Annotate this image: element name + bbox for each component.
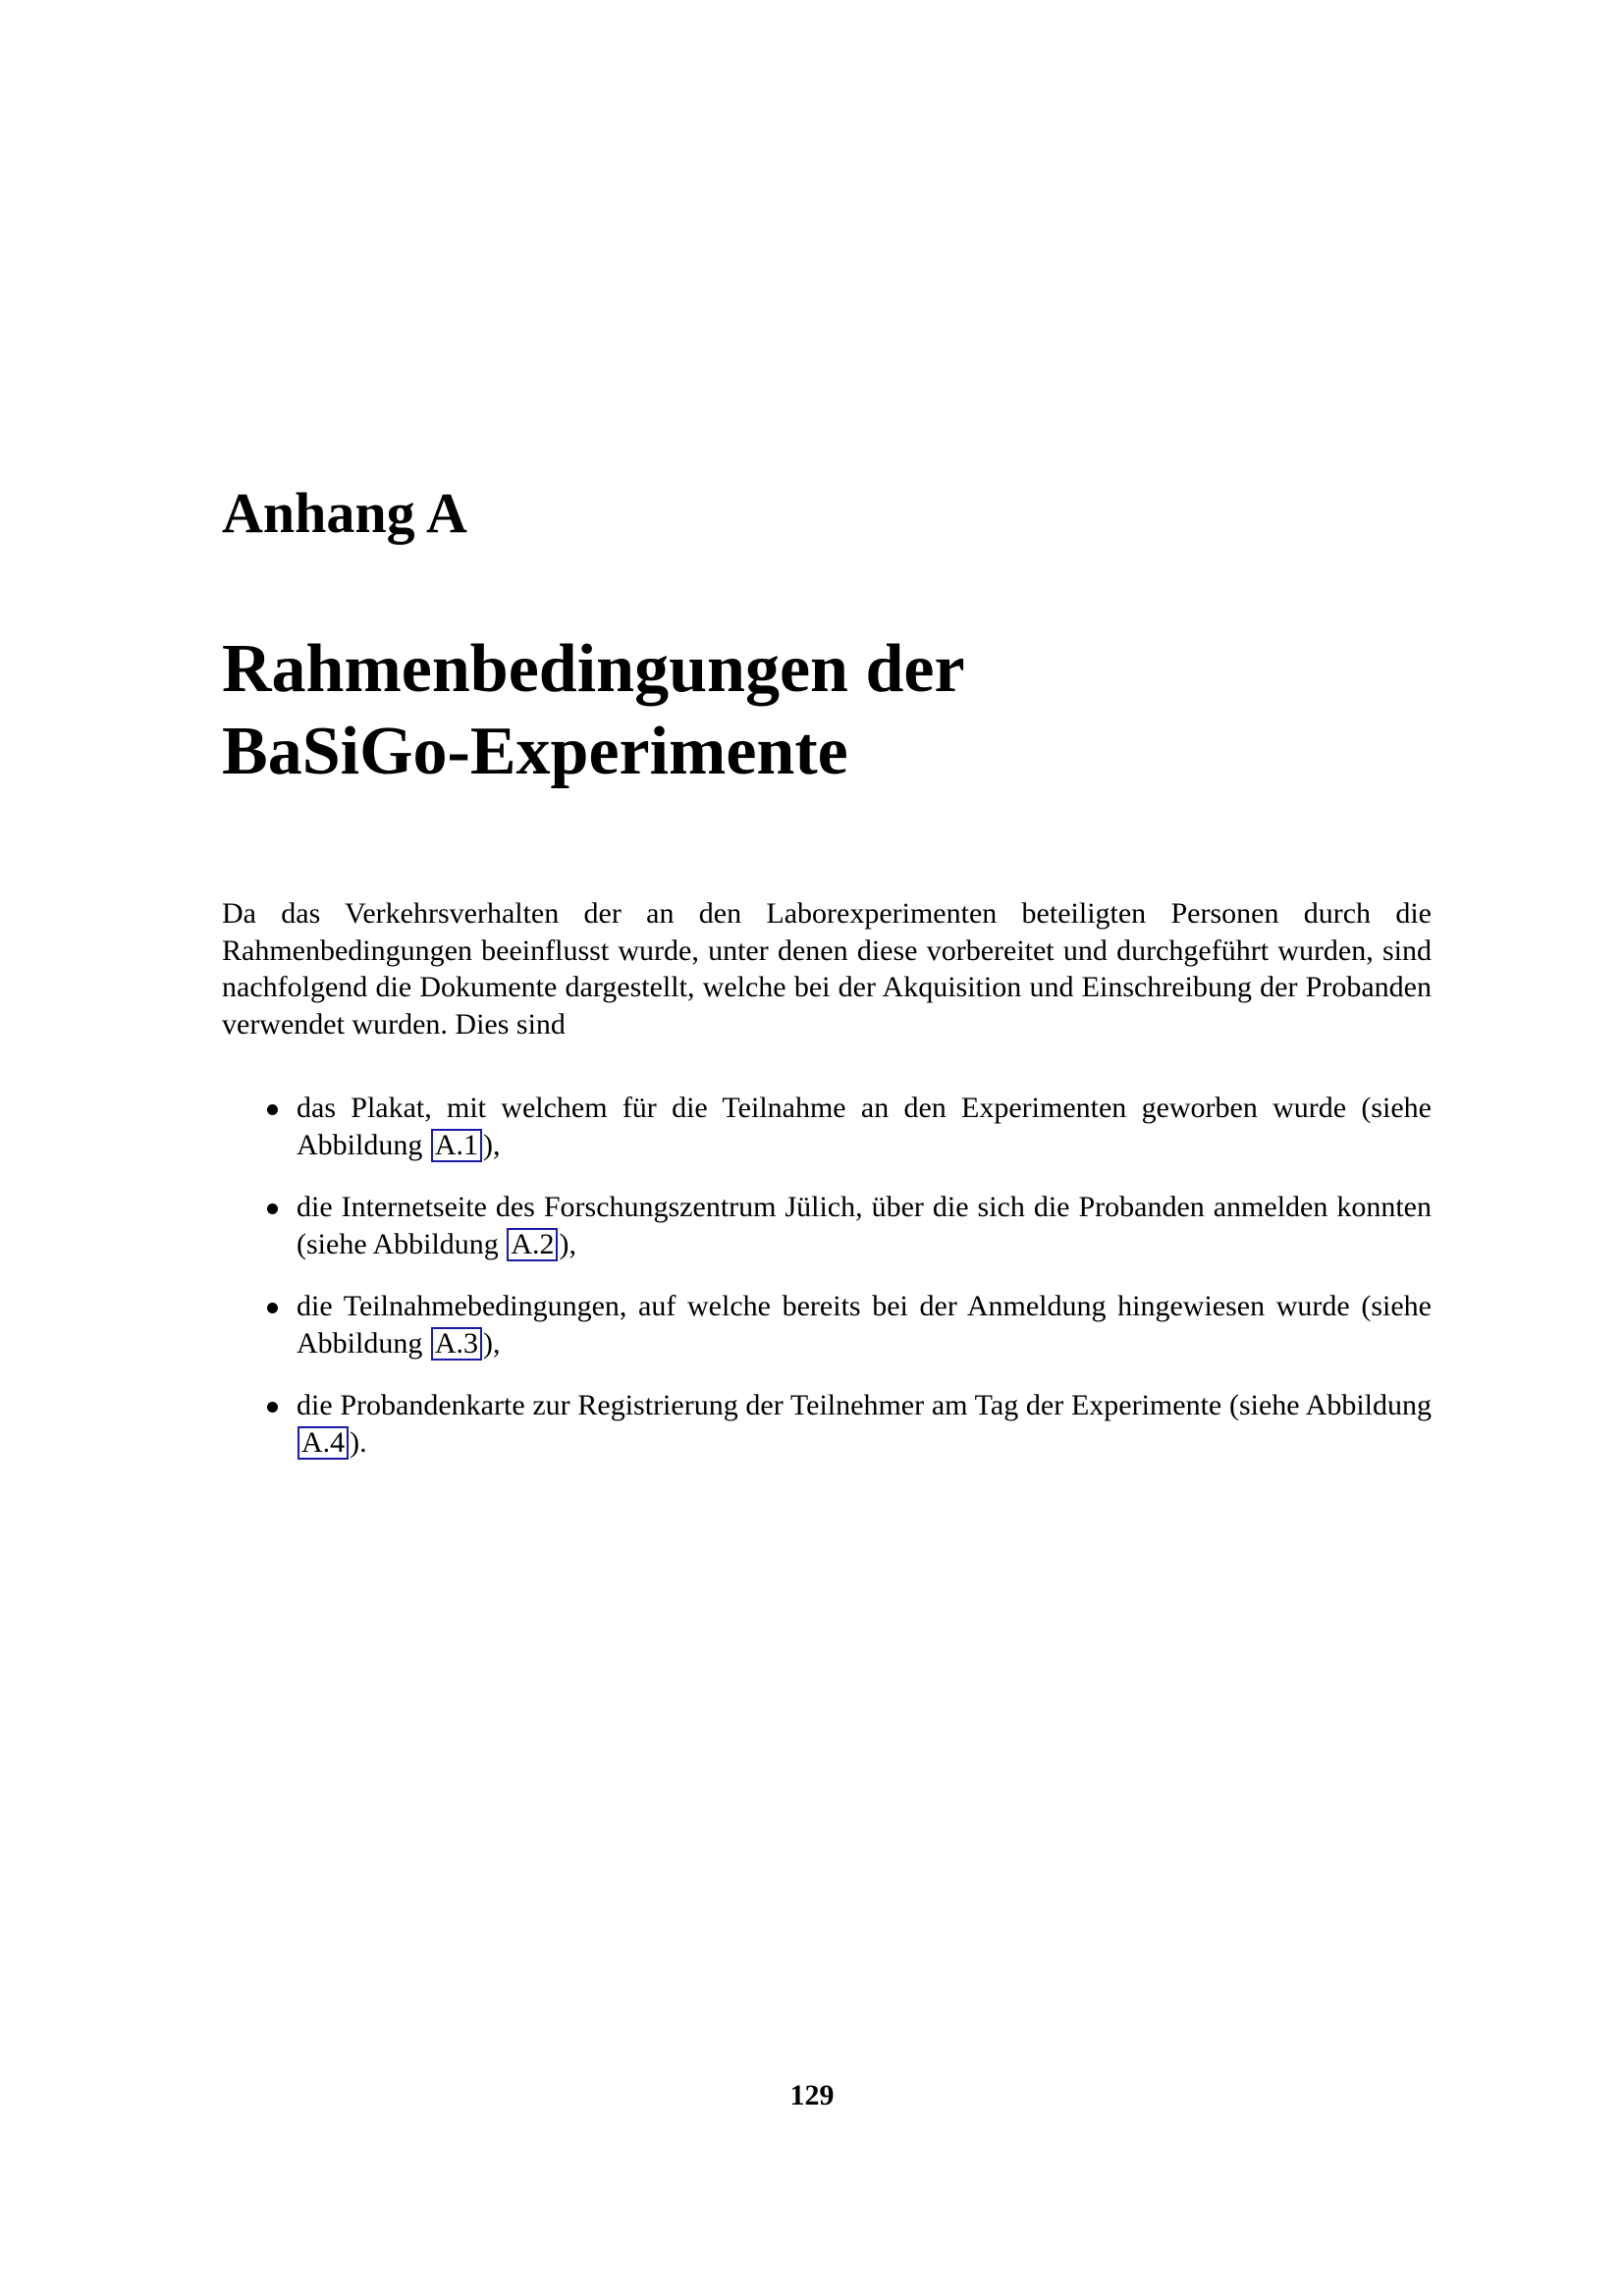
chapter-title-line-1: Rahmenbedingungen der: [222, 631, 965, 707]
list-item-suffix: ),: [483, 1128, 501, 1161]
list-item-text: die Internetseite des Forschungszentrum Jülich, über die sich die Probanden anmelden konnten (siehe Abbildung: [297, 1191, 1432, 1260]
bullet-icon: [267, 1203, 278, 1214]
list-item-suffix: ),: [559, 1227, 576, 1260]
figure-link-a4[interactable]: A.4: [298, 1426, 349, 1460]
intro-paragraph: Da das Verkehrsverhalten der an den Laborexperimenten beteiligten Personen durch die Rahmenbedingungen beeinflusst wurde, unter denen diese vorbereitet und durchgeführt wurden, sind nachfolgend die Dokumente dargestellt, welche bei der Akquisition und Einschreibung der Probanden verwendet wurden. Dies sind: [222, 897, 1432, 1041]
document-list: [222, 1090, 1432, 1486]
list-item-suffix: ).: [350, 1425, 367, 1459]
list-item: [222, 1189, 1432, 1262]
bullet-icon: [267, 1303, 278, 1313]
list-item: [222, 1090, 1432, 1163]
list-item-text: die Probandenkarte zur Registrierung der Teilnehmer am Tag der Experimente (siehe Abbildung: [297, 1389, 1432, 1421]
chapter-title-line-2: BaSiGo-Experimente: [222, 714, 848, 789]
list-item: [222, 1288, 1432, 1362]
list-item: [222, 1387, 1432, 1461]
figure-link-a2[interactable]: A.2: [507, 1228, 558, 1261]
list-item-text: das Plakat, mit welchem für die Teilnahme an den Experimenten geworben wurde (siehe Abbildung: [297, 1092, 1432, 1161]
bullet-icon: [267, 1104, 278, 1115]
chapter-label: Anhang A: [222, 481, 467, 545]
bullet-icon: [267, 1402, 278, 1413]
figure-link-a3[interactable]: A.3: [431, 1327, 482, 1361]
chapter-title: [222, 628, 965, 793]
list-item-suffix: ),: [483, 1326, 501, 1360]
list-item-text: die Teilnahmebedingungen, auf welche bereits bei der Anmeldung hingewiesen wurde (siehe Abbildung: [297, 1290, 1432, 1360]
figure-link-a1[interactable]: A.1: [431, 1129, 482, 1162]
page-number: 129: [789, 2079, 835, 2111]
